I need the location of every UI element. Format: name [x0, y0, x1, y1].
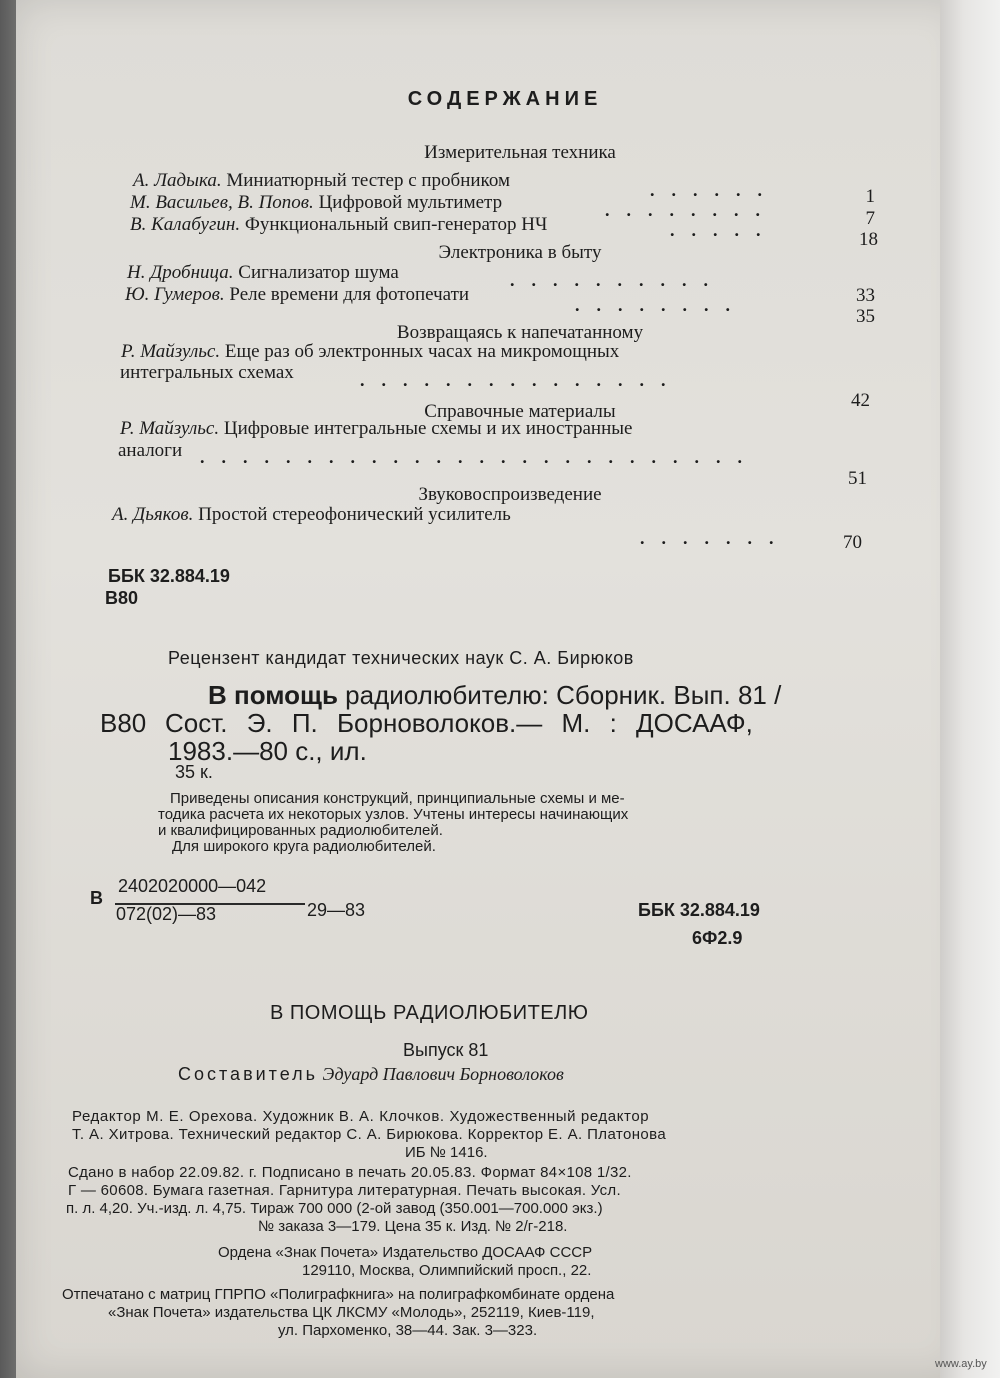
toc-entry-6-line2: интегральных схемах [120, 362, 294, 383]
index-numerator: 2402020000—042 [118, 876, 267, 896]
entry-title: Еще раз об электронных часах на микромощных [224, 341, 620, 362]
imprint-line: ул. Пархоменко, 38—44. Зак. 3—323. [278, 1322, 538, 1339]
bbk-code-bottom: ББК 32.884.19 [638, 900, 760, 920]
imprint-line: Отпечатано с матриц ГПРПО «Полиграфкнига» на полиграфкомбинате ордена [62, 1286, 615, 1303]
leader-dots: .......... [510, 270, 725, 290]
page-edge [940, 0, 1000, 1378]
imprint-line: № заказа 3—179. Цена 35 к. Изд. № 2/г-218. [258, 1218, 568, 1235]
leader-dots: ........ [575, 295, 747, 315]
page-number: 51 [848, 468, 867, 489]
book-title-bold: В помощь [208, 680, 338, 710]
toc-entry-3 [130, 214, 547, 236]
page-number: 7 [865, 208, 875, 229]
entry-author: Н. Дробница. [127, 262, 234, 283]
imprint-line: ИБ № 1416. [405, 1144, 488, 1161]
section-heading-5: Звуковоспроизведение [418, 484, 602, 505]
imprint-line: Редактор М. Е. Орехова. Художник В. А. Клочков. Художественный редактор [72, 1108, 650, 1125]
entry-title: Сигнализатор шума [238, 262, 399, 283]
section-heading-3: Возвращаясь к напечатанному [396, 322, 644, 343]
index-denominator: 072(02)—83 [116, 904, 217, 924]
page-number: 35 [856, 306, 875, 327]
bbk-code-top: ББК 32.884.19 [108, 566, 230, 586]
toc-entry-1 [133, 170, 510, 192]
leader-dots: ............... [360, 370, 683, 390]
entry-title: Реле времени для фотопечати [229, 284, 470, 305]
leader-dots: ....... [640, 528, 791, 548]
leader-dots: .......................... [200, 447, 759, 467]
entry-author: Р. Майзульс. [121, 341, 221, 362]
code-left: В80 [100, 708, 147, 738]
toc-entry-8 [112, 504, 511, 526]
toc-entry-7-line2: аналоги [118, 440, 183, 461]
entry-author: А. Дьяков. [112, 504, 194, 525]
index-code-top: В80 [105, 588, 139, 608]
reviewer-line: Рецензент кандидат технических наук С. А. Бирюков [168, 648, 634, 668]
entry-title: Миниатюрный тестер с пробником [226, 170, 510, 191]
publication-line: 1983.—80 с., ил. [168, 736, 367, 766]
imprint-line: 129110, Москва, Олимпийский просп., 22. [302, 1262, 592, 1279]
abstract-line-1: Приведены описания конструкций, принципиальные схемы и ме- [170, 790, 625, 807]
toc-entry-5 [125, 284, 469, 306]
imprint-line: «Знак Почета» издательства ЦК ЛКСМУ «Молодь», 252119, Киев-119, [108, 1304, 595, 1321]
toc-entry-4 [127, 262, 399, 284]
imprint-line: Ордена «Знак Почета» Издательство ДОСААФ СССР [218, 1244, 593, 1261]
leader-dots: ........ [605, 200, 777, 220]
page-number: 1 [865, 186, 875, 207]
entry-title: Цифровой мультиметр [318, 192, 503, 213]
leader-dots: ...... [650, 180, 779, 200]
page-number: 70 [843, 532, 862, 553]
compiler-line: Сост. Э. П. Борноволоков.— М. : ДОСААФ, [165, 708, 753, 738]
entry-author: М. Васильев, В. Попов. [130, 192, 314, 213]
section-heading-2: Электроника в быту [438, 242, 602, 263]
code-bottom: 6Ф2.9 [692, 928, 743, 948]
entry-author: В. Калабугин. [130, 214, 241, 235]
section-heading-4: Справочные материалы [424, 401, 616, 422]
watermark: www.ay.by [935, 1358, 987, 1370]
entry-title: Функциональный свип-генератор НЧ [244, 214, 548, 235]
abstract-line-3: и квалифицированных радиолюбителей. [158, 822, 443, 839]
toc-entry-7 [120, 418, 632, 440]
index-tail: 29—83 [307, 900, 366, 920]
entry-title: Простой стереофонический усилитель [198, 504, 511, 525]
page-number: 42 [851, 390, 870, 411]
index-letter: В [90, 888, 103, 908]
section-heading-1: Измерительная техника [424, 142, 616, 163]
book-title-rest: радиолюбителю: Сборник. Вып. 81 / [345, 680, 782, 710]
entry-author: Р. Майзульс. [120, 418, 220, 439]
series-title: В ПОМОЩЬ РАДИОЛЮБИТЕЛЮ [270, 1002, 589, 1024]
imprint-line: п. л. 4,20. Уч.-изд. л. 4,75. Тираж 700 000 (2-ой завод (350.001—700.000 экз.) [66, 1200, 603, 1217]
toc-entry-6 [121, 341, 619, 363]
leader-dots: ..... [670, 220, 778, 240]
entry-title: Цифровые интегральные схемы и их иностранные [223, 418, 633, 439]
abstract-line-2: тодика расчета их некоторых узлов. Учтены интересы начинающих [158, 806, 629, 823]
page-number: 33 [856, 285, 875, 306]
imprint-line: Сдано в набор 22.09.82. г. Подписано в печать 20.05.83. Формат 84×108 1/32. [68, 1164, 632, 1181]
price-line: 35 к. [175, 762, 213, 782]
page-number: 18 [859, 229, 878, 250]
issue-number: Выпуск 81 [403, 1040, 489, 1060]
toc-entry-2 [130, 192, 502, 214]
imprint-line: Т. А. Хитрова. Технический редактор С. А. Бирюкова. Корректор Е. А. Платонова [72, 1126, 667, 1143]
compiler-credit [178, 1064, 564, 1085]
compiler-name: Эдуард Павлович Борноволоков [322, 1064, 564, 1084]
entry-author: Ю. Гумеров. [125, 284, 225, 305]
book-title-line [208, 680, 781, 711]
imprint-line: Г — 60608. Бумага газетная. Гарнитура литературная. Печать высокая. Усл. [68, 1182, 621, 1199]
abstract-line-4: Для широкого круга радиолюбителей. [172, 838, 436, 855]
compiler-label: Составитель [178, 1064, 319, 1084]
contents-title: СОДЕРЖАНИЕ [407, 88, 603, 110]
entry-author: А. Ладыка. [133, 170, 222, 191]
